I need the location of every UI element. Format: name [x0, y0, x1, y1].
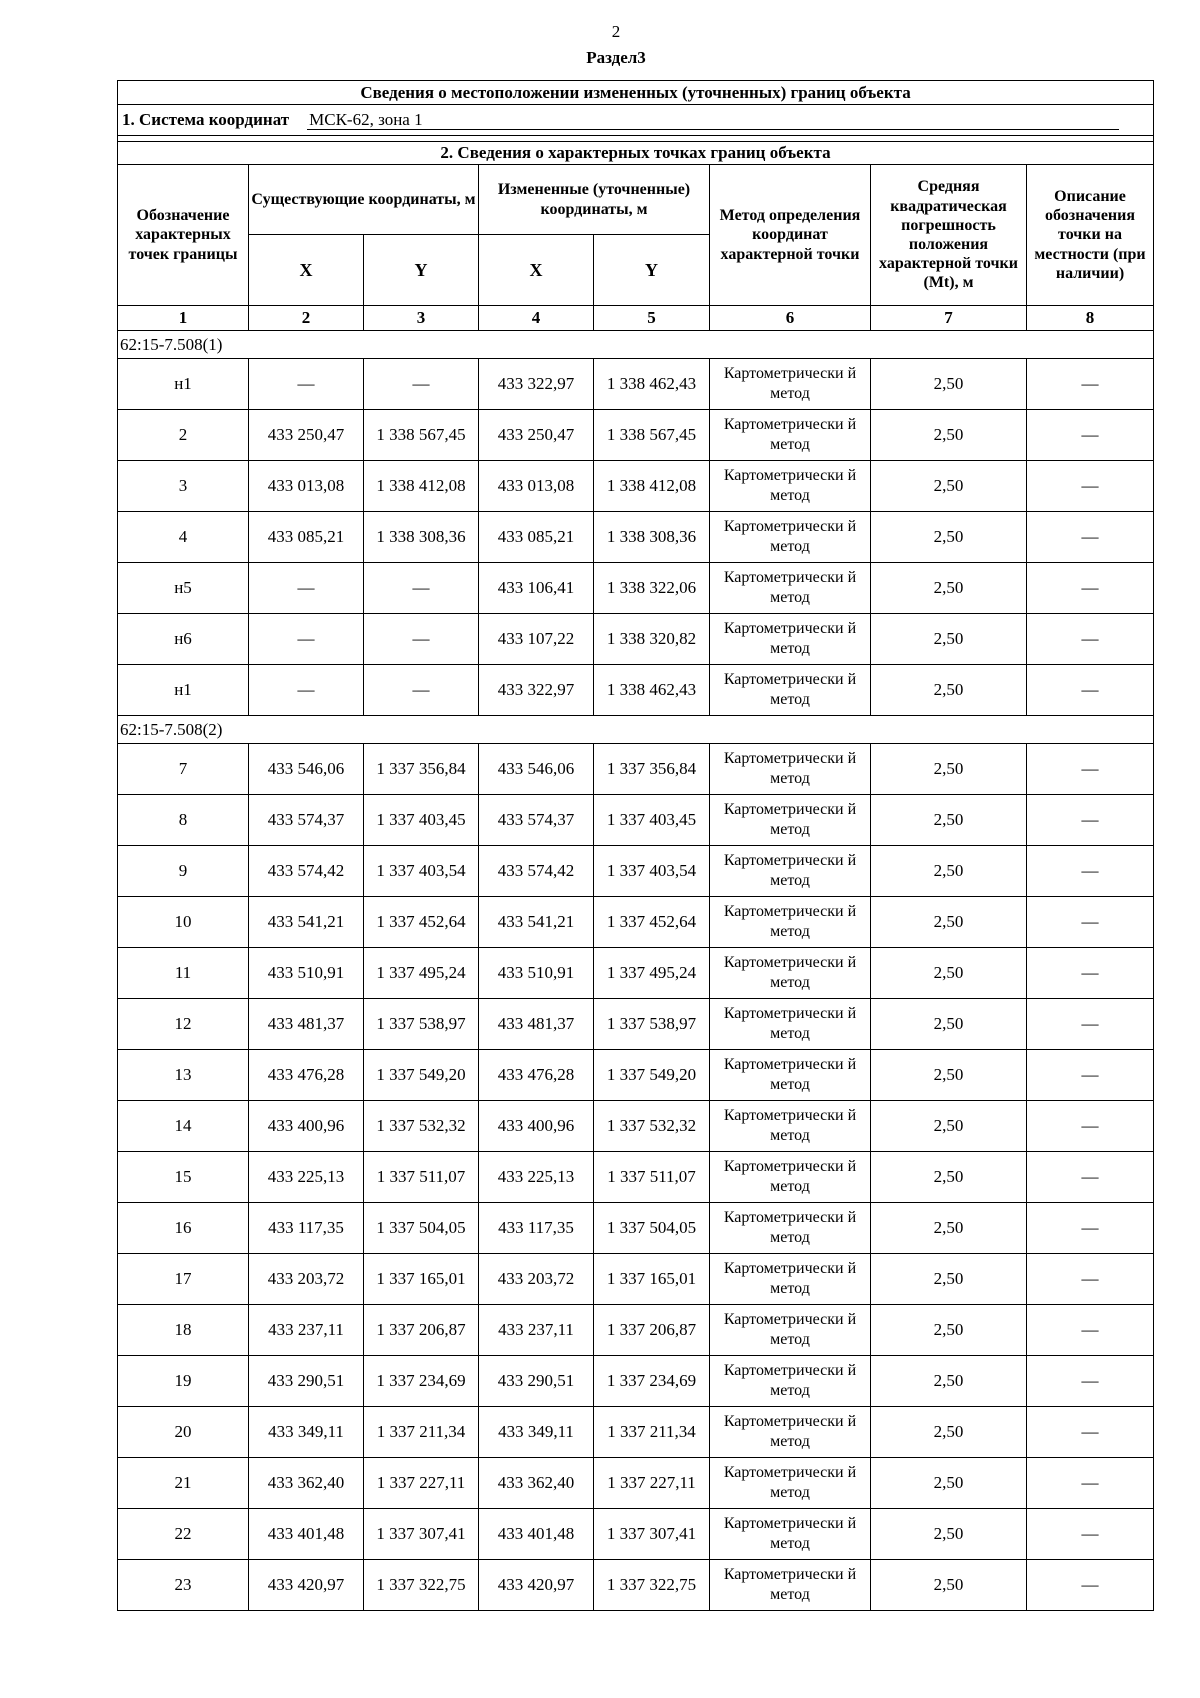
table-row [118, 665, 1154, 716]
changed-y: 1 337 227,11 [594, 1458, 710, 1509]
changed-y: 1 337 165,01 [594, 1254, 710, 1305]
table-row [118, 1356, 1154, 1407]
existing-y: — [364, 665, 479, 716]
point-id: 7 [118, 744, 249, 795]
column-number: 5 [594, 306, 710, 331]
changed-y: 1 338 322,06 [594, 563, 710, 614]
table-row [118, 1152, 1154, 1203]
mean-error: 2,50 [871, 846, 1027, 897]
point-id: 2 [118, 410, 249, 461]
changed-y: 1 338 462,43 [594, 359, 710, 410]
existing-x: — [249, 614, 364, 665]
table-row [118, 512, 1154, 563]
changed-x: 433 510,91 [479, 948, 594, 999]
mean-error: 2,50 [871, 1509, 1027, 1560]
existing-x: 433 420,97 [249, 1560, 364, 1611]
changed-y: 1 337 538,97 [594, 999, 710, 1050]
points-title: 2. Сведения о характерных точках границ объекта [118, 142, 1154, 165]
header-point-designation: Обозначение характерных точек границы [118, 165, 249, 306]
existing-y: 1 337 356,84 [364, 744, 479, 795]
point-id: н5 [118, 563, 249, 614]
method: Картометрически й метод [710, 1254, 871, 1305]
existing-x: 433 349,11 [249, 1407, 364, 1458]
changed-y: 1 337 452,64 [594, 897, 710, 948]
changed-x: 433 546,06 [479, 744, 594, 795]
point-id: 14 [118, 1101, 249, 1152]
existing-x: 433 203,72 [249, 1254, 364, 1305]
method: Картометрически й метод [710, 1101, 871, 1152]
table-row [118, 1254, 1154, 1305]
method: Картометрически й метод [710, 1458, 871, 1509]
mean-error: 2,50 [871, 897, 1027, 948]
column-number: 8 [1027, 306, 1154, 331]
point-id: н1 [118, 665, 249, 716]
method: Картометрически й метод [710, 410, 871, 461]
table-row [118, 999, 1154, 1050]
mean-error: 2,50 [871, 948, 1027, 999]
existing-y: 1 338 412,08 [364, 461, 479, 512]
point-id: н1 [118, 359, 249, 410]
method: Картометрически й метод [710, 665, 871, 716]
table-row [118, 897, 1154, 948]
point-id: 18 [118, 1305, 249, 1356]
header-changed-coords: Измененные (уточненные) координаты, м [479, 165, 710, 235]
table-row [118, 563, 1154, 614]
description: — [1027, 795, 1154, 846]
method: Картометрически й метод [710, 359, 871, 410]
point-id: 15 [118, 1152, 249, 1203]
existing-x: 433 476,28 [249, 1050, 364, 1101]
changed-x: 433 107,22 [479, 614, 594, 665]
changed-x: 433 237,11 [479, 1305, 594, 1356]
method: Картометрически й метод [710, 1356, 871, 1407]
changed-x: 433 401,48 [479, 1509, 594, 1560]
boundary-points-table [117, 80, 1154, 1611]
coord-system-value: МСК-62, зона 1 [307, 110, 1119, 131]
existing-y: 1 337 495,24 [364, 948, 479, 999]
existing-x: 433 574,37 [249, 795, 364, 846]
point-id: 8 [118, 795, 249, 846]
changed-x: 433 349,11 [479, 1407, 594, 1458]
point-id: 19 [118, 1356, 249, 1407]
table-row [118, 410, 1154, 461]
existing-y: 1 338 567,45 [364, 410, 479, 461]
point-id: 16 [118, 1203, 249, 1254]
mean-error: 2,50 [871, 512, 1027, 563]
changed-x: 433 574,42 [479, 846, 594, 897]
changed-y: 1 337 307,41 [594, 1509, 710, 1560]
mean-error: 2,50 [871, 795, 1027, 846]
mean-error: 2,50 [871, 744, 1027, 795]
description: — [1027, 614, 1154, 665]
header-changed-x: X [479, 235, 594, 306]
page-number: 2 [611, 22, 621, 41]
table-row [118, 1305, 1154, 1356]
changed-y: 1 337 495,24 [594, 948, 710, 999]
existing-y: 1 337 206,87 [364, 1305, 479, 1356]
existing-y: 1 337 322,75 [364, 1560, 479, 1611]
changed-x: 433 013,08 [479, 461, 594, 512]
mean-error: 2,50 [871, 1305, 1027, 1356]
header-changed-y: Y [594, 235, 710, 306]
description: — [1027, 410, 1154, 461]
changed-y: 1 337 504,05 [594, 1203, 710, 1254]
table-row [118, 1560, 1154, 1611]
existing-y: 1 337 532,32 [364, 1101, 479, 1152]
table-row [118, 846, 1154, 897]
section-title: Раздел3 [586, 48, 646, 67]
existing-y: — [364, 563, 479, 614]
description: — [1027, 948, 1154, 999]
column-number: 3 [364, 306, 479, 331]
point-id: 11 [118, 948, 249, 999]
description: — [1027, 461, 1154, 512]
point-id: 20 [118, 1407, 249, 1458]
column-number: 6 [710, 306, 871, 331]
method: Картометрически й метод [710, 1050, 871, 1101]
mean-error: 2,50 [871, 461, 1027, 512]
method: Картометрически й метод [710, 846, 871, 897]
mean-error: 2,50 [871, 1101, 1027, 1152]
existing-y: 1 337 234,69 [364, 1356, 479, 1407]
table-row [118, 614, 1154, 665]
mean-error: 2,50 [871, 1254, 1027, 1305]
description: — [1027, 1509, 1154, 1560]
point-id: 17 [118, 1254, 249, 1305]
existing-x: 433 362,40 [249, 1458, 364, 1509]
existing-x: — [249, 359, 364, 410]
changed-x: 433 117,35 [479, 1203, 594, 1254]
point-id: 4 [118, 512, 249, 563]
table-row [118, 1407, 1154, 1458]
existing-y: 1 337 549,20 [364, 1050, 479, 1101]
description: — [1027, 1305, 1154, 1356]
mean-error: 2,50 [871, 1152, 1027, 1203]
existing-y: 1 338 308,36 [364, 512, 479, 563]
description: — [1027, 512, 1154, 563]
method: Картометрически й метод [710, 1407, 871, 1458]
parcel-group-label: 62:15-7.508(1) [118, 331, 1154, 359]
table-row [118, 744, 1154, 795]
header-existing-x: X [249, 235, 364, 306]
table-row [118, 1050, 1154, 1101]
point-id: н6 [118, 614, 249, 665]
point-id: 22 [118, 1509, 249, 1560]
column-number: 4 [479, 306, 594, 331]
existing-x: — [249, 563, 364, 614]
table-row [118, 1509, 1154, 1560]
description: — [1027, 1254, 1154, 1305]
table-row [118, 359, 1154, 410]
method: Картометрически й метод [710, 744, 871, 795]
header-existing-coords: Существующие координаты, м [249, 165, 479, 235]
existing-y: 1 337 307,41 [364, 1509, 479, 1560]
existing-x: 433 541,21 [249, 897, 364, 948]
mean-error: 2,50 [871, 1458, 1027, 1509]
method: Картометрически й метод [710, 1560, 871, 1611]
existing-y: 1 337 538,97 [364, 999, 479, 1050]
method: Картометрически й метод [710, 512, 871, 563]
existing-x: 433 250,47 [249, 410, 364, 461]
existing-x: 433 481,37 [249, 999, 364, 1050]
method: Картометрически й метод [710, 1509, 871, 1560]
point-id: 23 [118, 1560, 249, 1611]
changed-x: 433 322,97 [479, 359, 594, 410]
changed-y: 1 338 567,45 [594, 410, 710, 461]
changed-x: 433 250,47 [479, 410, 594, 461]
changed-y: 1 337 511,07 [594, 1152, 710, 1203]
changed-x: 433 481,37 [479, 999, 594, 1050]
header-method: Метод определения координат характерной точки [710, 165, 871, 306]
coord-system [118, 105, 1154, 136]
mean-error: 2,50 [871, 1356, 1027, 1407]
description: — [1027, 1560, 1154, 1611]
method: Картометрически й метод [710, 795, 871, 846]
table-row [118, 1101, 1154, 1152]
mean-error: 2,50 [871, 410, 1027, 461]
header-description: Описание обозначения точки на местности (при наличии) [1027, 165, 1154, 306]
table-title: Сведения о местоположении измененных (уточненных) границ объекта [118, 81, 1154, 105]
existing-x: 433 290,51 [249, 1356, 364, 1407]
table-row [118, 1203, 1154, 1254]
description: — [1027, 1407, 1154, 1458]
point-id: 10 [118, 897, 249, 948]
header-mean-error: Средняя квадратическая погрешность положения характерной точки (Mt), м [871, 165, 1027, 306]
parcel-group-label: 62:15-7.508(2) [118, 716, 1154, 744]
table-row [118, 461, 1154, 512]
method: Картометрически й метод [710, 897, 871, 948]
existing-y: — [364, 359, 479, 410]
changed-y: 1 337 403,45 [594, 795, 710, 846]
changed-y: 1 337 211,34 [594, 1407, 710, 1458]
column-number: 1 [118, 306, 249, 331]
existing-y: 1 337 452,64 [364, 897, 479, 948]
changed-x: 433 541,21 [479, 897, 594, 948]
mean-error: 2,50 [871, 665, 1027, 716]
column-number: 7 [871, 306, 1027, 331]
existing-x: 433 225,13 [249, 1152, 364, 1203]
method: Картометрически й метод [710, 948, 871, 999]
changed-x: 433 476,28 [479, 1050, 594, 1101]
description: — [1027, 1458, 1154, 1509]
existing-x: 433 546,06 [249, 744, 364, 795]
description: — [1027, 359, 1154, 410]
changed-y: 1 338 320,82 [594, 614, 710, 665]
description: — [1027, 665, 1154, 716]
mean-error: 2,50 [871, 1050, 1027, 1101]
changed-x: 433 420,97 [479, 1560, 594, 1611]
column-number: 2 [249, 306, 364, 331]
header-existing-y: Y [364, 235, 479, 306]
changed-x: 433 203,72 [479, 1254, 594, 1305]
description: — [1027, 846, 1154, 897]
existing-y: 1 337 504,05 [364, 1203, 479, 1254]
method: Картометрически й метод [710, 614, 871, 665]
changed-x: 433 225,13 [479, 1152, 594, 1203]
existing-x: 433 085,21 [249, 512, 364, 563]
changed-y: 1 337 549,20 [594, 1050, 710, 1101]
coord-system-label: 1. Система координат [122, 109, 290, 129]
method: Картометрически й метод [710, 1305, 871, 1356]
mean-error: 2,50 [871, 614, 1027, 665]
existing-x: 433 401,48 [249, 1509, 364, 1560]
existing-y: — [364, 614, 479, 665]
changed-x: 433 574,37 [479, 795, 594, 846]
mean-error: 2,50 [871, 1407, 1027, 1458]
mean-error: 2,50 [871, 563, 1027, 614]
description: — [1027, 1101, 1154, 1152]
existing-x: — [249, 665, 364, 716]
changed-y: 1 337 234,69 [594, 1356, 710, 1407]
method: Картометрически й метод [710, 461, 871, 512]
description: — [1027, 1050, 1154, 1101]
changed-x: 433 362,40 [479, 1458, 594, 1509]
changed-x: 433 400,96 [479, 1101, 594, 1152]
description: — [1027, 563, 1154, 614]
mean-error: 2,50 [871, 359, 1027, 410]
changed-x: 433 322,97 [479, 665, 594, 716]
method: Картометрически й метод [710, 563, 871, 614]
point-id: 3 [118, 461, 249, 512]
description: — [1027, 1152, 1154, 1203]
changed-y: 1 337 206,87 [594, 1305, 710, 1356]
existing-y: 1 337 403,54 [364, 846, 479, 897]
changed-x: 433 106,41 [479, 563, 594, 614]
changed-y: 1 337 532,32 [594, 1101, 710, 1152]
existing-y: 1 337 511,07 [364, 1152, 479, 1203]
existing-y: 1 337 211,34 [364, 1407, 479, 1458]
description: — [1027, 999, 1154, 1050]
existing-x: 433 237,11 [249, 1305, 364, 1356]
changed-x: 433 085,21 [479, 512, 594, 563]
point-id: 13 [118, 1050, 249, 1101]
point-id: 21 [118, 1458, 249, 1509]
point-id: 12 [118, 999, 249, 1050]
changed-y: 1 338 412,08 [594, 461, 710, 512]
table-row [118, 1458, 1154, 1509]
changed-y: 1 337 403,54 [594, 846, 710, 897]
mean-error: 2,50 [871, 1203, 1027, 1254]
method: Картометрически й метод [710, 1152, 871, 1203]
table-row [118, 948, 1154, 999]
method: Картометрически й метод [710, 1203, 871, 1254]
existing-x: 433 510,91 [249, 948, 364, 999]
changed-y: 1 337 322,75 [594, 1560, 710, 1611]
description: — [1027, 1203, 1154, 1254]
method: Картометрически й метод [710, 999, 871, 1050]
existing-y: 1 337 227,11 [364, 1458, 479, 1509]
existing-x: 433 400,96 [249, 1101, 364, 1152]
changed-y: 1 337 356,84 [594, 744, 710, 795]
changed-x: 433 290,51 [479, 1356, 594, 1407]
existing-x: 433 117,35 [249, 1203, 364, 1254]
description: — [1027, 744, 1154, 795]
point-id: 9 [118, 846, 249, 897]
existing-y: 1 337 165,01 [364, 1254, 479, 1305]
mean-error: 2,50 [871, 999, 1027, 1050]
description: — [1027, 1356, 1154, 1407]
table-row [118, 795, 1154, 846]
mean-error: 2,50 [871, 1560, 1027, 1611]
changed-y: 1 338 308,36 [594, 512, 710, 563]
existing-x: 433 013,08 [249, 461, 364, 512]
existing-y: 1 337 403,45 [364, 795, 479, 846]
existing-x: 433 574,42 [249, 846, 364, 897]
description: — [1027, 897, 1154, 948]
changed-y: 1 338 462,43 [594, 665, 710, 716]
